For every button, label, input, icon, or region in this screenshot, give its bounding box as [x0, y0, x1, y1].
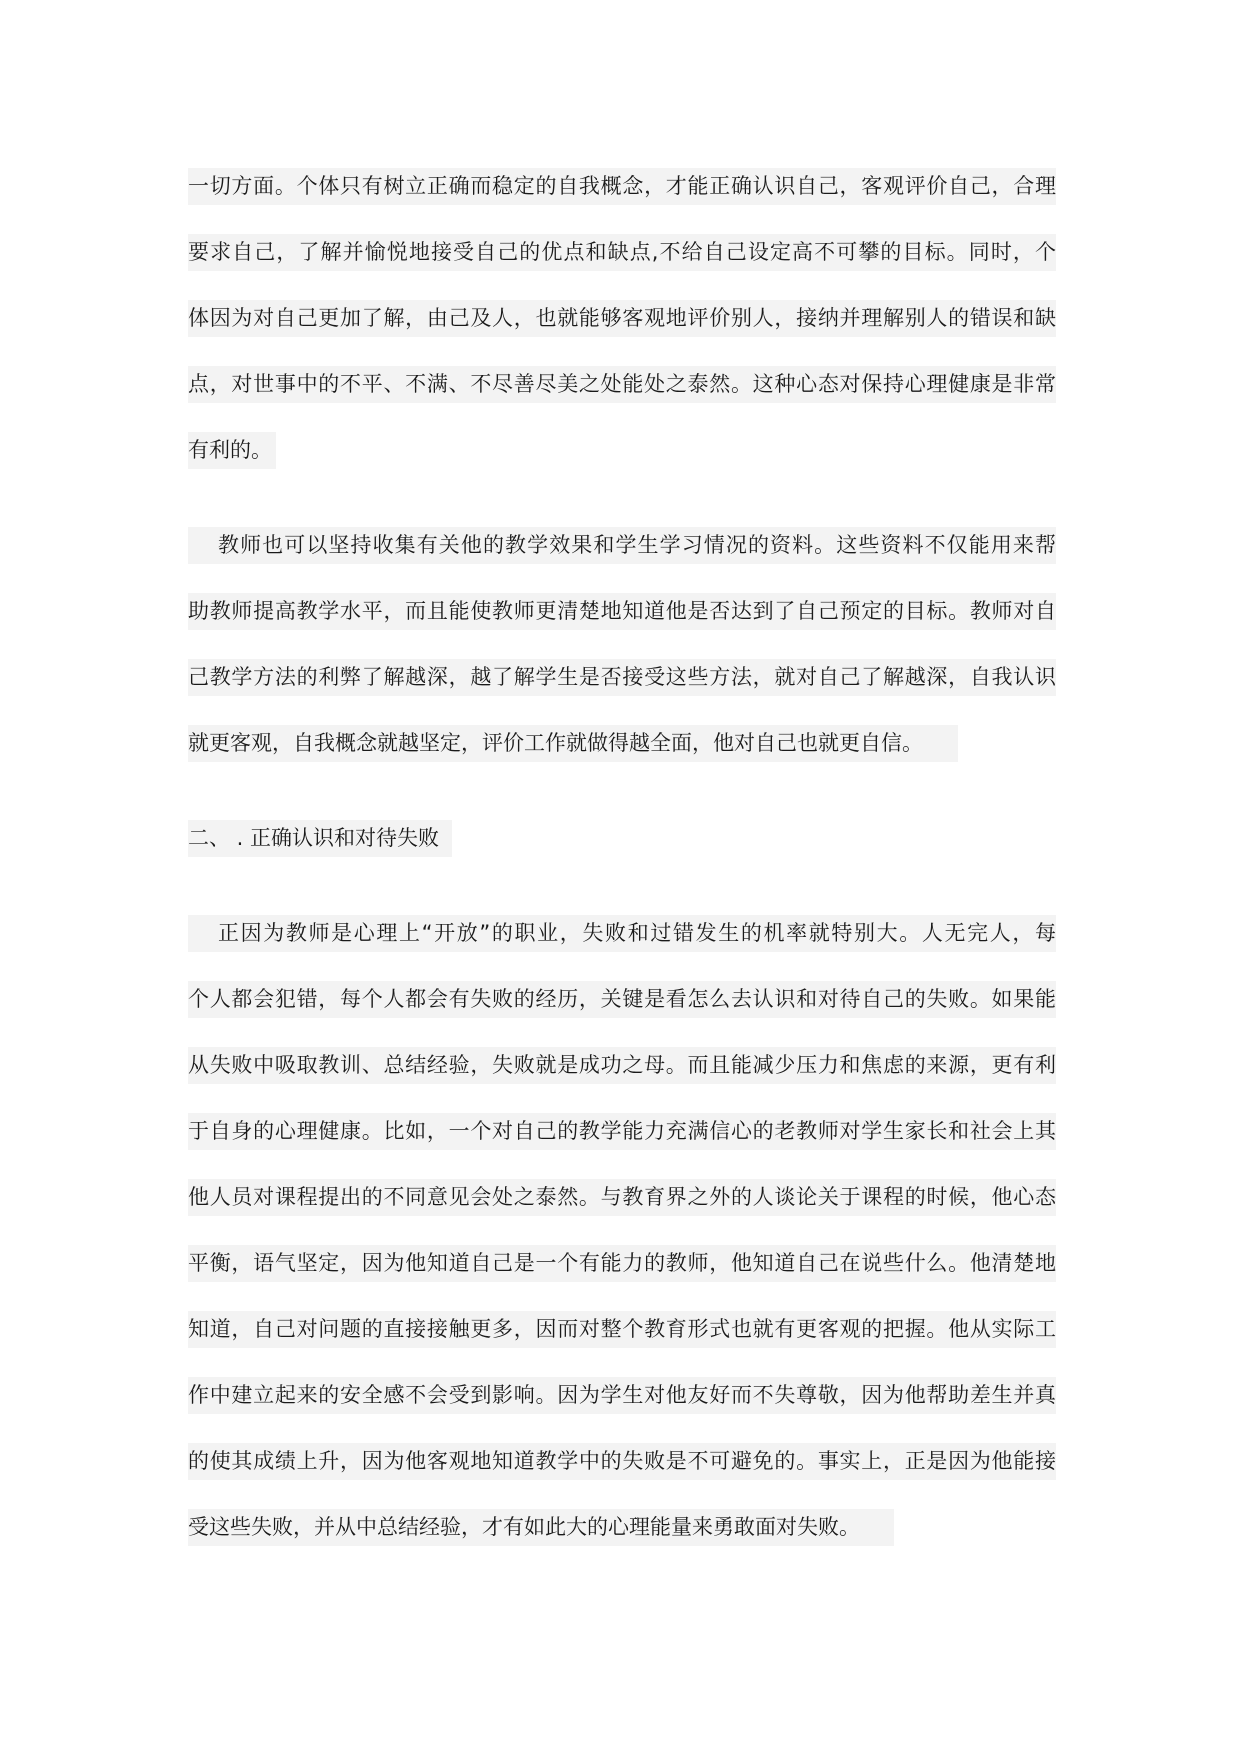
paragraph-1-line: 点，对世事中的不平、不满、不尽善尽美之处能处之泰然。这种心态对保持心理健康是非常	[188, 366, 1056, 403]
paragraph-1-line: 有利的。	[188, 432, 276, 469]
paragraph-2-line: 己教学方法的利弊了解越深，越了解学生是否接受这些方法，就对自己了解越深，自我认识	[188, 659, 1056, 696]
paragraph-1-line: 一切方面。个体只有树立正确而稳定的自我概念，才能正确认识自己，客观评价自己，合理	[188, 168, 1056, 205]
paragraph-1-line: 体因为对自己更加了解，由己及人，也就能够客观地评价别人，接纳并理解别人的错误和缺	[188, 300, 1056, 337]
paragraph-3-line: 个人都会犯错，每个人都会有失败的经历，关键是看怎么去认识和对待自己的失败。如果能	[188, 981, 1056, 1018]
paragraph-2-line: 教师也可以坚持收集有关他的教学效果和学生学习情况的资料。这些资料不仅能用来帮	[188, 527, 1056, 564]
paragraph-3-line: 于自身的心理健康。比如，一个对自己的教学能力充满信心的老教师对学生家长和社会上其	[188, 1113, 1056, 1150]
section-heading: 二、 . 正确认识和对待失败	[188, 820, 452, 857]
paragraph-3-line: 正因为教师是心理上“开放”的职业，失败和过错发生的机率就特别大。人无完人，每	[188, 915, 1056, 952]
paragraph-3-line: 受这些失败，并从中总结经验，才有如此大的心理能量来勇敢面对失败。	[188, 1509, 894, 1546]
paragraph-1-line: 要求自己，了解并愉悦地接受自己的优点和缺点,不给自己设定高不可攀的目标。同时，个	[188, 234, 1056, 271]
paragraph-3-line: 作中建立起来的安全感不会受到影响。因为学生对他友好而不失尊敬，因为他帮助差生并真	[188, 1377, 1056, 1414]
paragraph-2-line: 助教师提高教学水平，而且能使教师更清楚地知道他是否达到了自己预定的目标。教师对自	[188, 593, 1056, 630]
paragraph-3-line: 从失败中吸取教训、总结经验，失败就是成功之母。而且能减少压力和焦虑的来源，更有利	[188, 1047, 1056, 1084]
paragraph-3-line: 知道，自己对问题的直接接触更多，因而对整个教育形式也就有更客观的把握。他从实际工	[188, 1311, 1056, 1348]
paragraph-2-line: 就更客观，自我概念就越坚定，评价工作就做得越全面，他对自己也就更自信。	[188, 725, 958, 762]
paragraph-3-line: 他人员对课程提出的不同意见会处之泰然。与教育界之外的人谈论关于课程的时候，他心态	[188, 1179, 1056, 1216]
paragraph-3-line: 的使其成绩上升，因为他客观地知道教学中的失败是不可避免的。事实上，正是因为他能接	[188, 1443, 1056, 1480]
paragraph-3-line: 平衡，语气坚定，因为他知道自己是一个有能力的教师，他知道自己在说些什么。他清楚地	[188, 1245, 1056, 1282]
